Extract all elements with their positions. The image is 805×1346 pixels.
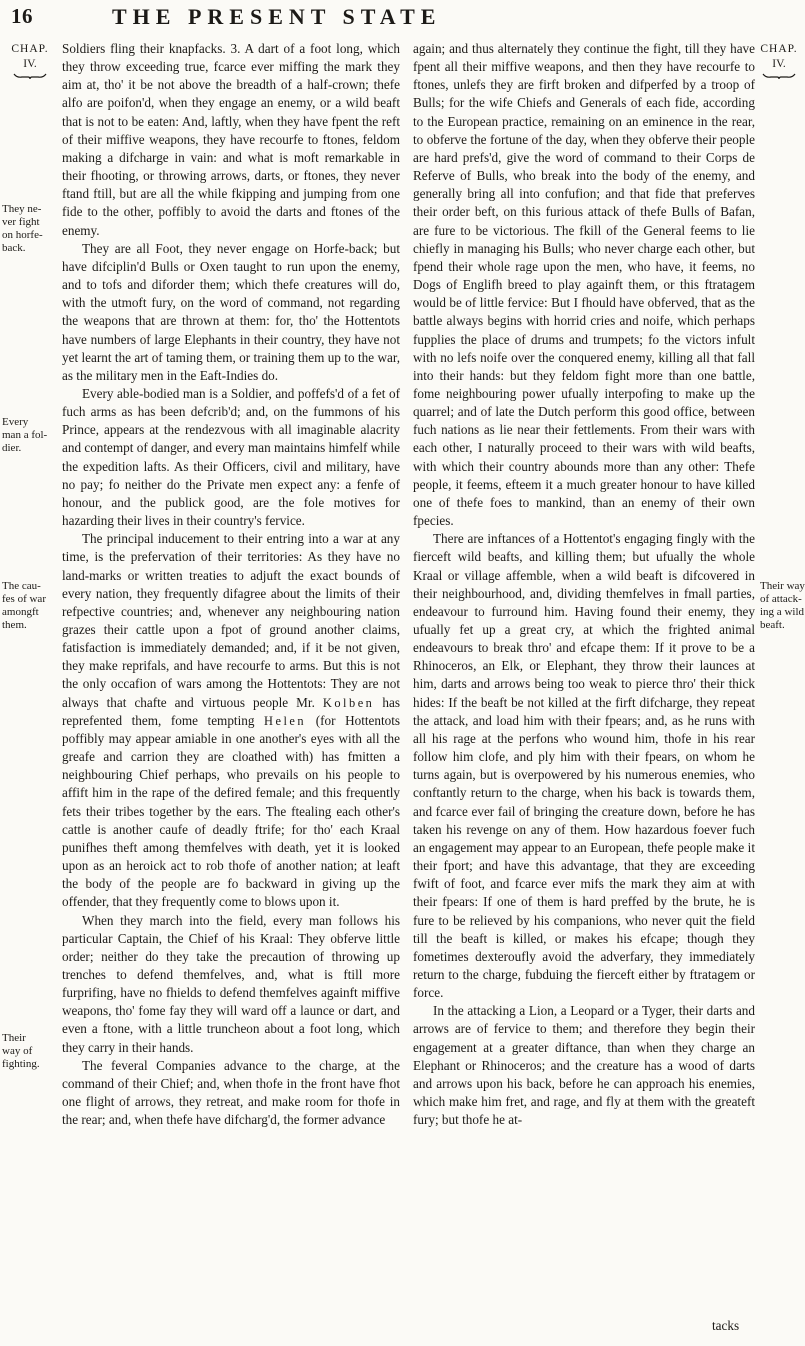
- chapter-bracket-ornament: [762, 73, 796, 79]
- note-line: fes of war: [2, 593, 46, 605]
- chapter-label: CHAP.: [760, 43, 798, 55]
- note-line: them.: [2, 619, 27, 631]
- paragraph-causes-of-war: [62, 530, 400, 911]
- margin-note-wild-beast: [760, 580, 805, 632]
- paragraph-wild-beasts: There are inftances of a Hottentot's engaging fingly with the fierceft wild beafts, and killing them; but ufually the whole Kraal or village affemble, when a wild beaft is difcovered in their neighbourhood, and, dividing themfelves in fmall parties, endeavour to furround him. Having found their enemy, they ufually fet up a great cry, at which the frighted animal endeavours to break thro' and efcape them: If it prove to be a Rhinoceros, an Elk, or Elephant, they throw their launces at him, darts and arrows being too weak to pierce thro' their thick hides: If the beaft be not killed at the firft difcharge, they repeat the attack, and load him with their fpears; and, as he runs with all his rage at the perfons who wound him, thofe in his rear follow him clofe, and ply him with their fpears, on whom he turns again, but is overpowered by his numerous enemies, who conftantly return to the charge, when his back is towards them, and fcarce ever fail of bringing the creature down, before he has taken his revenge on any of them. How hazardous foever fuch an engagement may appear to an European, thefe people make it their fport; and have this advantage, that they are exceeding fwift of foot, and fcarce ever mifs the mark they aim at with their fpears: If one of them is hard preffed by the brute, he is fure to be relieved by his companions, who never quit the field till the beaft is killed, or makes his efcape; though they fometimes dexteroufly avoid the adverfary, they immediately return to the charge, fubduing the fierceft either by ftratagem or force.: [413, 531, 755, 1001]
- running-title: THE PRESENT STATE: [112, 4, 442, 29]
- catchword: tacks: [712, 1318, 740, 1333]
- note-line: ing a wild: [760, 606, 804, 618]
- note-line: of attack-: [760, 593, 802, 605]
- margin-note-horseback: [2, 203, 43, 255]
- note-line: dier.: [2, 442, 22, 454]
- note-line: beaft.: [760, 619, 785, 631]
- chapter-label: CHAP.: [11, 43, 49, 55]
- paragraph-advance: The feveral Companies advance to the charge, at the command of their Chief; and, when thofe in the front have fhot one flight of arrows, they retreat, and make room for thofe in the rear; and, when thefe have difcharg'd, the former advance: [62, 1057, 400, 1128]
- note-line: Their way: [760, 580, 805, 592]
- note-line: Every: [2, 416, 29, 428]
- note-line: on horfe-: [2, 229, 43, 241]
- note-line: fighting.: [2, 1058, 40, 1070]
- paragraph-lion: In the attacking a Lion, a Leopard or a Tyger, their darts and arrows are of fervice to them; and therefore they begin their engagement at a greater diftance, than when they charge an Elephant or Rhinoceros; and the creature has a wood of darts and arrows upon his back, before he can approach his enemies, which make him fret, and rage, and fly at them with the greateft fury; but thofe he at-: [413, 1003, 755, 1128]
- author-name: Kolben: [322, 695, 375, 710]
- text-run: (for Hottentots poffibly may appear amiable in one another's eyes with all the greafe and carrion they are cloathed with) has fmitten a neighbouring Chief perhaps, who prevails on his people to affift him in the rape of the defired female; and this frequently fets their tribes together by the ears. The ftealing each other's cattle is another caufe of deadly ftrife; for tho' each Kraal punifhes theft among themfelves with death, yet it is looked upon as an heroick act to rob thofe of another nation; at leaft the body of the people are fo backward in giving up the offender, that they frequently come to blows upon it.: [62, 712, 401, 910]
- chapter-mark-left: [4, 42, 56, 79]
- paragraph-bulls: again; and thus alternately they continue the fight, till they have fpent all their miffive weapons, and then they have recourfe to ftones, unlefs they are firft broken and difperfed by a troop of Bulls; for the wife Chiefs and Generals of each fide, according to the European practice, remaining on an eminence in the rear, to obferve the fortune of the day, when they obferve their people are hard prefs'd, give the word of command to their Corps de Referve of Bulls, who break into the body of the enemy, and generally bring all into confufion; and that fide that preferves their order beft, on this furious attack of thefe Bulls of Bafan, are fure to be victorious. The fkill of the General feems to lie chiefly in managing his Bulls; who never charge each other, but fpend their whole rage upon the men, who have, it feems, no Dogs of Englifh breed to play againft them, or this ftratagem would be of little fervice: But I fhould have obferved, that as the battle always begins with horrid cries and noife, which perhaps fupplies the place of drums and trumpets; fo the victors infult with no lefs noife over the conquered enemy, killing all that fall into their hands: but they feldom fight more than one battle, fome neighbouring power ufually interpofing to make up the quarrel; and of late the Dutch perform this good office, between fuch nations as lie near their fettlements. From their wars with each other, I naturally proceed to their wars with wild beafts, with which their country abounds more than any other: Thefe people, it feems, efteem it a much greater honour to have killed one of thefe foes to mankind, than an enemy of their own fpecies.: [413, 41, 755, 529]
- note-line: way of: [2, 1045, 33, 1057]
- margin-note-soldier: [2, 416, 47, 455]
- note-line: man a fol-: [2, 429, 48, 441]
- paragraph-soldiers: Every able-bodied man is a Soldier, and poffefs'd of a fet of fuch arms as has been defcrib'd; and, on the fummons of his Prince, appears at the rendezvous with all imaginable alacrity and contempt of danger, and every man maintains himfelf while the expedition lafts. As their Officers, civil and military, have no pay; fo neither do the Private men expect any: a fenfe of honour, and the publick good, are the fole motives for hazarding their lives in their country's fervice.: [62, 385, 400, 529]
- note-line: They ne-: [2, 203, 42, 215]
- paragraph-march: When they march into the field, every man follows his particular Captain, the Chief of his Kraal: They obferve little order; neither do they take the precaution of throwing up trenches to defend themfelves, and, what is ftill more furprifing, have no fhields to defend themfelves againft miffive weapons, tho' fome fay they will ward off a launce or dart, and even a ftone, with a little truncheon about a foot long, which they carry in their hands.: [62, 912, 400, 1055]
- note-line: ver fight: [2, 216, 40, 228]
- chapter-bracket-ornament: [13, 73, 47, 79]
- right-text-column: [413, 40, 755, 1129]
- note-line: The cau-: [2, 580, 41, 592]
- chapter-mark-right: [758, 42, 800, 79]
- note-line: amongft: [2, 606, 39, 618]
- chapter-number: IV.: [23, 58, 37, 70]
- text-run: The principal inducement to their entring into a war at any time, is the prefervation of their territories: As they have no land-marks or written treaties to adjuft the exact bounds of every nation, they frequently difagree about the limits of their refpective countries; and, whenever any neighbouring nation grazes their cattle upon a fpot of ground another claims, fatisfaction is immediately demanded; and, if it be not given, they make reprifals, and have recourfe to arms. But this is not the only occafion of wars among the Hottentots: They are not always that chafte and virtuous people Mr.: [62, 531, 400, 710]
- text-run: has reprefented them, fome tempting: [62, 694, 401, 728]
- note-line: Their: [2, 1032, 26, 1044]
- margin-note-fighting: [2, 1032, 40, 1071]
- left-text-column: [62, 40, 400, 1129]
- proper-name: Helen: [264, 713, 307, 728]
- chapter-number: IV.: [772, 58, 786, 70]
- note-line: back.: [2, 242, 26, 254]
- page-number: 16: [11, 4, 33, 28]
- paragraph-horseback: They are all Foot, they never engage on Horfe-back; but have difciplin'd Bulls or Oxen taught to run upon the enemy, and to tofs and diforder them; which thefe creatures will do, with the utmoft fury, on the word of command, not regarding the weapons that are thrown at them: for, tho' the Hottentots have numbers of large Elephants in their country, they have not yet learnt the art of taming them, or training them up to the war, as the military men in the Eaft-Indies do.: [62, 240, 400, 383]
- paragraph-weapons: Soldiers fling their knapfacks. 3. A dart of a foot long, which they throw exceeding true, fcarce ever miffing the mark they aim at, tho' it be not above the breadth of a half-crown; thefe alfo are poifon'd, when they engage an enemy, or a wild beaft that is not to be eaten: And, laftly, when they have fpent the reft of their miffive weapons, they have recourfe to ftones, feldom making a difcharge in vain: and what is moft remarkable in their fhooting, or throwing arrows, darts, or ftones, they never ftand ftill, but are all the while fkipping and jumping from one fide to the other, poffibly to avoid the darts and ftones of the enemy.: [62, 41, 400, 238]
- margin-note-causes-of-war: [2, 580, 46, 632]
